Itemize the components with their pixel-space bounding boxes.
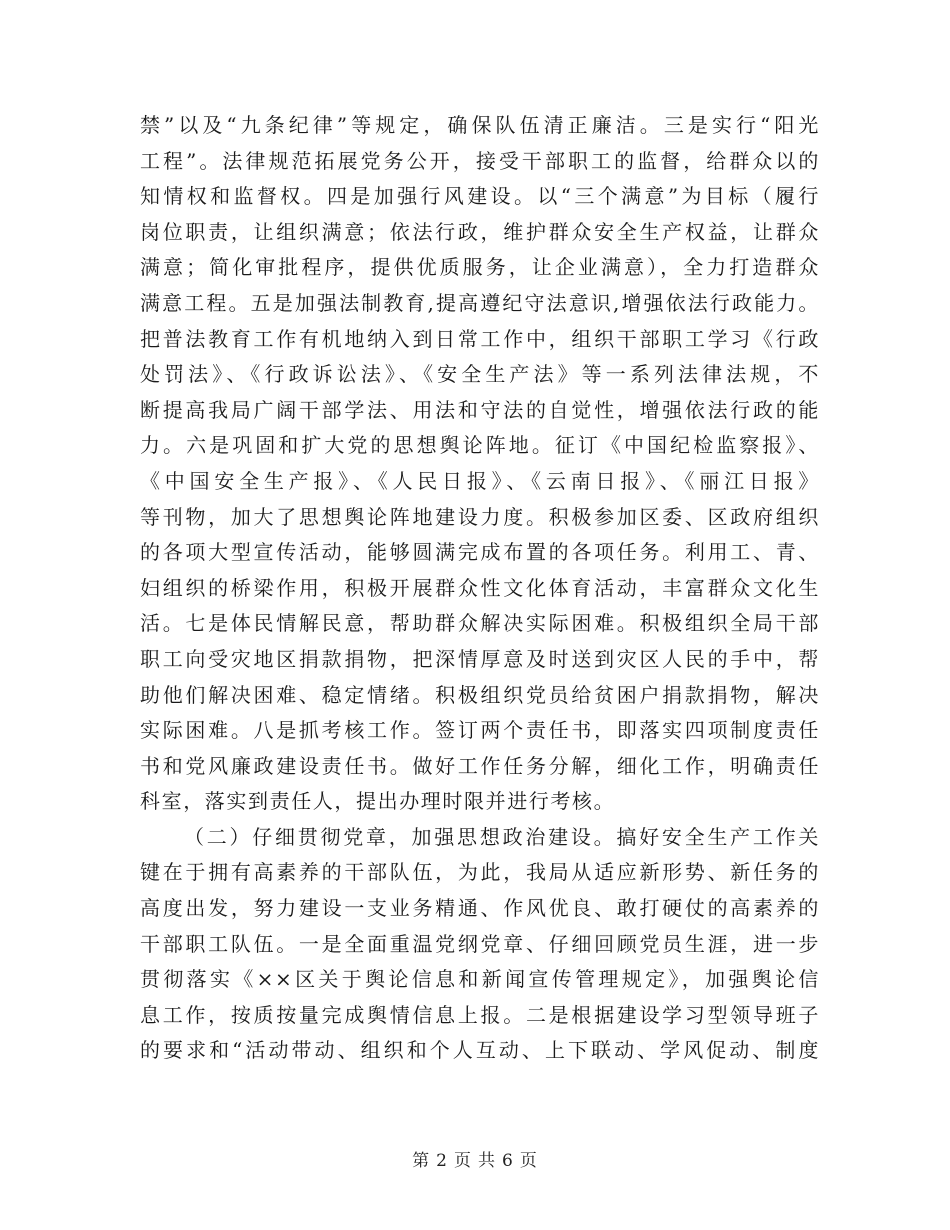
text-line: 断提高我局广阔干部学法、用法和守法的自觉性，增强依法行政的能 xyxy=(140,397,820,422)
text-line: 干部职工队伍。一是全面重温党纲党章、仔细回顾党员生涯，进一步 xyxy=(140,931,820,956)
total-pages: 6 xyxy=(502,1151,514,1171)
text-line: 《中国安全生产报》、《人民日报》、《云南日报》、《丽江日报》 xyxy=(140,468,820,493)
text-line: 活。七是体民情解民意，帮助群众解决实际困难。积极组织全局干部 xyxy=(140,611,820,636)
text-line: 的各项大型宣传活动，能够圆满完成布置的各项任务。利用工、青、 xyxy=(140,540,820,565)
text-line: 妇组织的桥梁作用，积极开展群众性文化体育活动，丰富群众文化生 xyxy=(140,575,820,600)
paragraph-2 xyxy=(140,820,820,1069)
page-footer xyxy=(0,1146,950,1171)
text-line: 贯彻落实《××区关于舆论信息和新闻宣传管理规定》，加强舆论信 xyxy=(140,967,820,992)
text-line: 息工作，按质按量完成舆情信息上报。二是根据建设学习型领导班子 xyxy=(140,1002,820,1027)
body-text xyxy=(140,108,820,1069)
text-line: 键在于拥有高素养的干部队伍，为此，我局从适应新形势、新任务的 xyxy=(140,860,820,885)
text-line: 科室，落实到责任人，提出办理时限并进行考核。 xyxy=(140,789,616,814)
total-prefix: 共 xyxy=(478,1151,496,1171)
text-line: 工程”。法律规范拓展党务公开，接受干部职工的监督，给群众以的 xyxy=(140,148,820,173)
text-line: 等刊物，加大了思想舆论阵地建设力度。积极参加区委、区政府组织 xyxy=(140,504,820,529)
page-prefix: 第 xyxy=(412,1151,431,1171)
text-line: 力。六是巩固和扩大党的思想舆论阵地。征订《中国纪检监察报》、 xyxy=(140,433,820,458)
text-line: 实际困难。八是抓考核工作。签订两个责任书，即落实四项制度责任 xyxy=(140,718,820,743)
text-line: 知情权和监督权。四是加强行风建设。以“三个满意”为目标（履行 xyxy=(140,184,820,209)
page-number: 2 xyxy=(436,1151,448,1171)
text-line: 助他们解决困难、稳定情绪。积极组织党员给贫困户捐款捐物，解决 xyxy=(140,682,820,707)
text-line: 岗位职责，让组织满意；依法行政，维护群众安全生产权益，让群众 xyxy=(140,219,820,244)
text-line: （二）仔细贯彻党章，加强思想政治建设。搞好安全生产工作关 xyxy=(184,824,820,849)
text-line: 禁”以及“九条纪律”等规定，确保队伍清正廉洁。三是实行“阳光 xyxy=(140,113,820,137)
page-unit: 页 xyxy=(454,1151,472,1171)
text-line: 满意工程。五是加强法制教育,提高遵纪守法意识,增强依法行政能力。 xyxy=(140,290,820,315)
paragraph-1 xyxy=(140,108,820,820)
total-unit: 页 xyxy=(519,1151,538,1171)
text-line: 高度出发，努力建设一支业务精通、作风优良、敢打硬仗的高素养的 xyxy=(140,896,820,921)
text-line: 满意；简化审批程序，提供优质服务，让企业满意），全力打造群众 xyxy=(140,255,820,280)
text-line: 书和党风廉政建设责任书。做好工作任务分解，细化工作，明确责任 xyxy=(140,753,820,778)
text-line: 把普法教育工作有机地纳入到日常工作中，组织干部职工学习《行政 xyxy=(140,326,820,351)
text-line: 的要求和“活动带动、组织和个人互动、上下联动、学风促动、制度 xyxy=(140,1038,820,1063)
text-line: 职工向受灾地区捐款捐物，把深情厚意及时送到灾区人民的手中，帮 xyxy=(140,646,820,671)
text-line: 处罚法》、《行政诉讼法》、《安全生产法》等一系列法律法规，不 xyxy=(140,362,820,387)
